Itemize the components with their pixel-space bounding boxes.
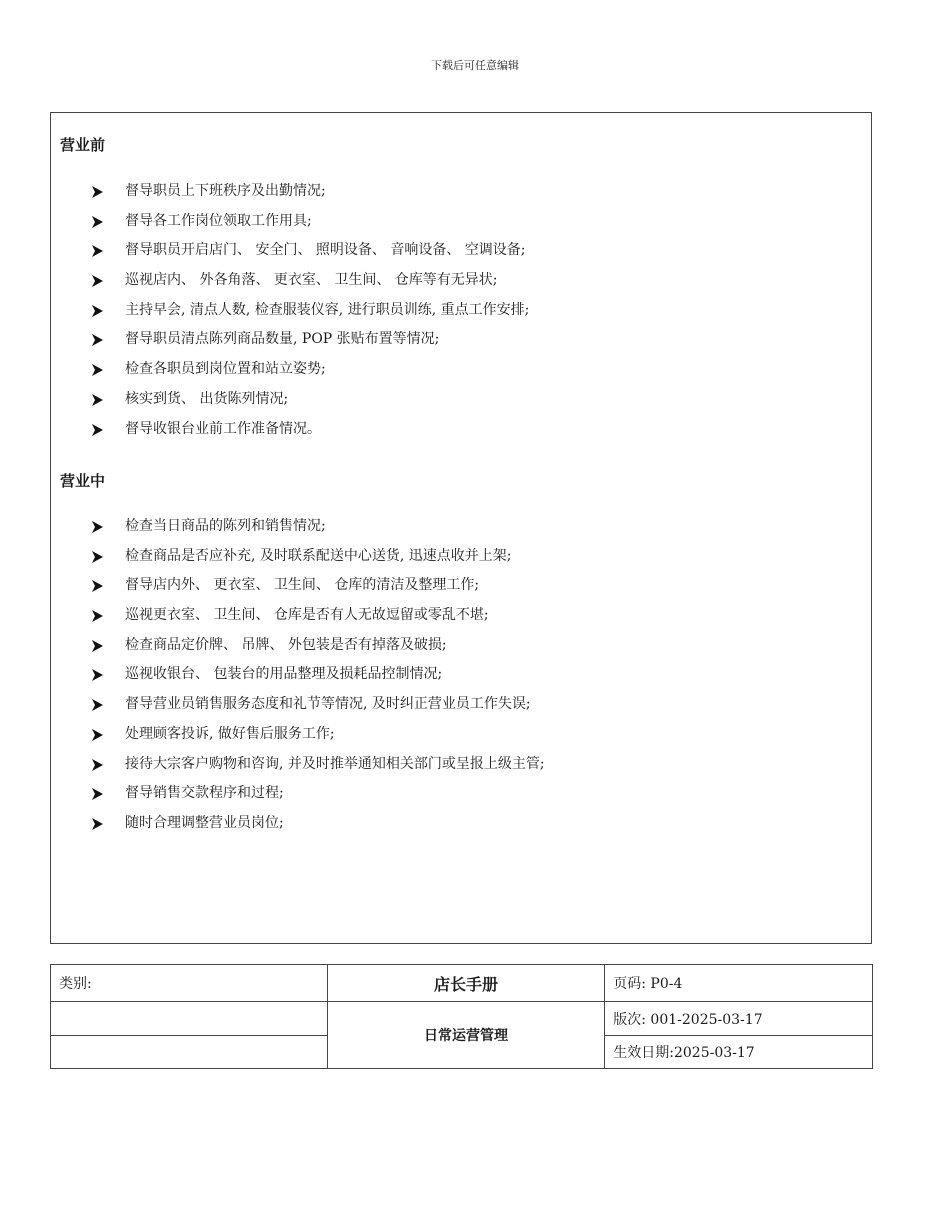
list-item-text: 巡视更衣室、 卫生间、 仓库是否有人无故逗留或零乱不堪; (125, 607, 489, 624)
section-heading-during-business: 营业中 (60, 472, 106, 490)
list-item-text: 检查各职员到岗位置和站立姿势; (125, 361, 326, 378)
effective-date: 生效日期:2025-03-17 (605, 1036, 873, 1069)
list-item-text: 随时合理调整营业员岗位; (125, 814, 284, 831)
list-item-text: 督导店内外、 更衣室、 卫生间、 仓库的清洁及整理工作; (125, 577, 480, 594)
section-heading-before-business: 营业前 (60, 136, 106, 154)
blank-cell-1 (51, 1002, 328, 1036)
arrow-bullet-icon (91, 355, 105, 385)
arrow-bullet-icon (91, 809, 105, 839)
list-item-text: 核实到货、 出货陈列情况; (125, 390, 289, 407)
arrow-bullet-icon (91, 236, 105, 266)
page-code: 页码: P0-4 (605, 965, 873, 1002)
arrow-bullet-icon (91, 631, 105, 661)
arrow-bullet-icon (91, 720, 105, 750)
arrow-bullet-icon (91, 325, 105, 355)
arrow-bullet-icon (91, 601, 105, 631)
list-item-text: 处理顾客投诉, 做好售后服务工作; (125, 725, 335, 742)
manual-subtitle: 日常运营管理 (327, 1002, 605, 1069)
list-item-text: 督导营业员销售服务态度和礼节等情况, 及时纠正营业员工作失误; (125, 696, 531, 713)
list-item-text: 检查当日商品的陈列和销售情况; (125, 518, 326, 534)
list-item-text: 督导收银台业前工作准备情况。 (125, 420, 321, 437)
manual-title: 店长手册 (327, 965, 605, 1002)
list-item-text: 巡视店内、 外各角落、 更衣室、 卫生间、 仓库等有无异状; (125, 272, 498, 289)
arrow-bullet-icon (91, 512, 105, 542)
list-item-text: 检查商品是否应补充, 及时联系配送中心送货, 迅速点收并上架; (125, 547, 512, 564)
arrow-bullet-icon (91, 542, 105, 572)
header-note: 下载后可任意编辑 (431, 59, 519, 72)
list-item-text: 督导各工作岗位领取工作用具; (125, 212, 312, 229)
list-item-text: 主持早会, 清点人数, 检查服装仪容, 进行职员训练, 重点工作安排; (125, 301, 530, 318)
arrow-bullet-icon (91, 266, 105, 296)
document-footer-table (50, 964, 873, 1069)
arrow-bullet-icon (91, 385, 105, 415)
version-info: 版次: 001-2025-03-17 (605, 1002, 873, 1036)
list-item-text: 督导销售交款程序和过程; (125, 785, 284, 802)
arrow-bullet-icon (91, 750, 105, 780)
blank-cell-2 (51, 1036, 328, 1069)
arrow-bullet-icon (91, 415, 105, 445)
arrow-bullet-icon (91, 296, 105, 326)
category-label: 类别: (51, 965, 328, 1002)
list-item-text: 督导职员清点陈列商品数量, POP 张贴布置等情况; (125, 331, 440, 348)
arrow-bullet-icon (91, 207, 105, 237)
content-box (50, 112, 872, 944)
arrow-bullet-icon (91, 690, 105, 720)
arrow-bullet-icon (91, 571, 105, 601)
arrow-bullet-icon (91, 779, 105, 809)
list-item-text: 检查商品定价牌、 吊牌、 外包装是否有掉落及破损; (125, 636, 447, 653)
list-item-text: 督导职员上下班秩序及出勤情况; (125, 183, 326, 199)
list-item-text: 督导职员开启店门、 安全门、 照明设备、 音响设备、 空调设备; (125, 242, 526, 259)
arrow-bullet-icon (91, 177, 105, 207)
list-item-text: 巡视收银台、 包装台的用品整理及损耗品控制情况; (125, 666, 443, 683)
arrow-bullet-icon (91, 660, 105, 690)
list-item-text: 接待大宗客户购物和咨询, 并及时推举通知相关部门或呈报上级主管; (125, 755, 545, 772)
